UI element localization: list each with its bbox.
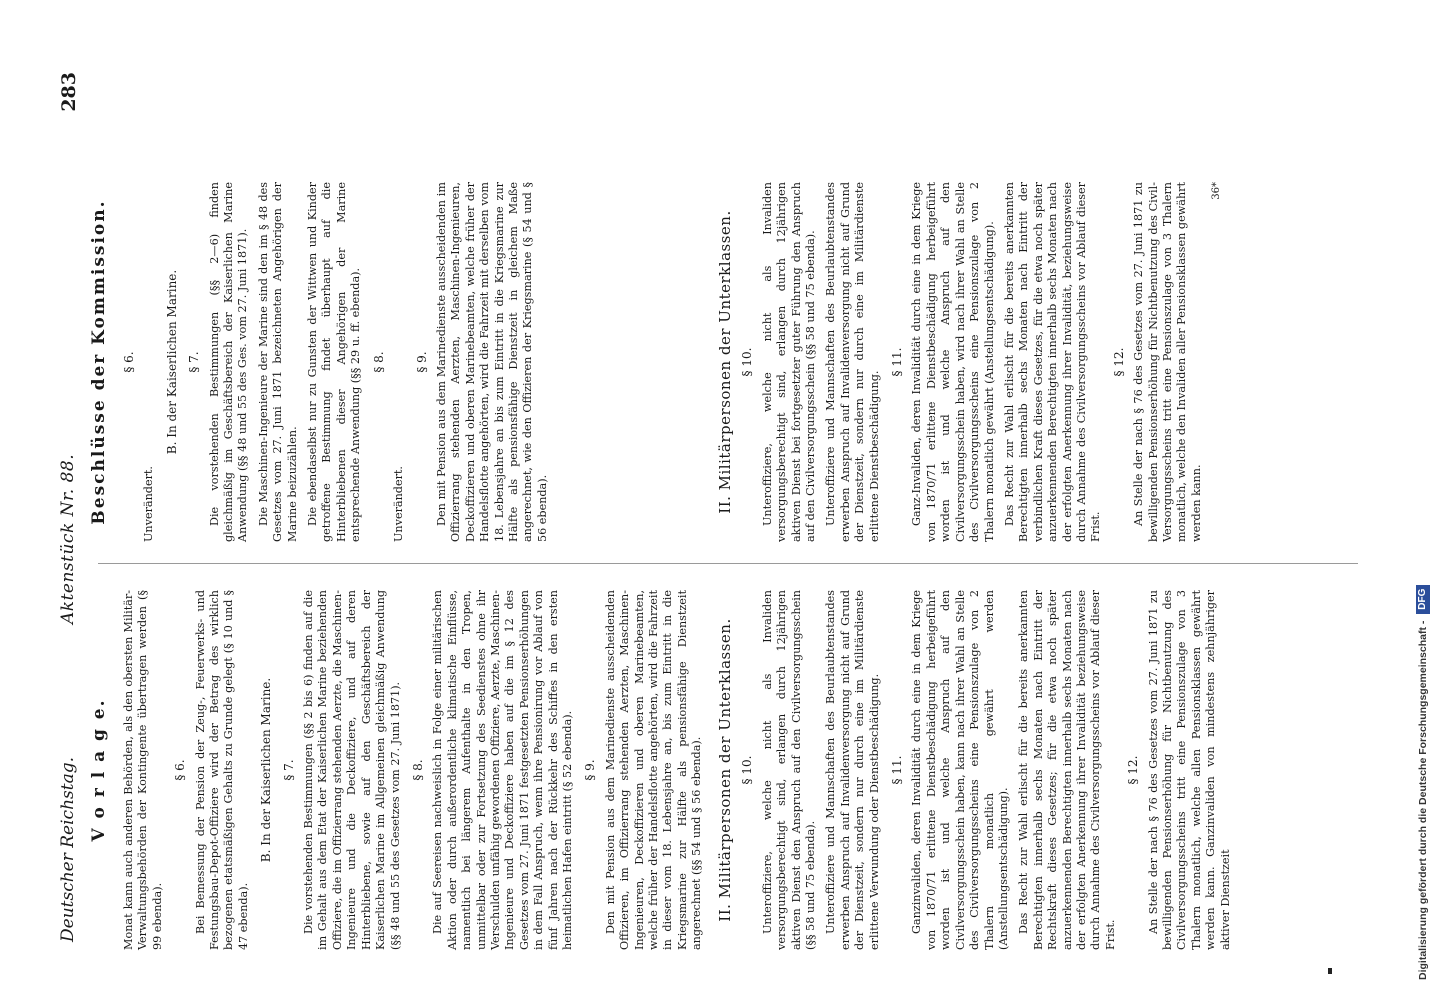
subsection-heading: B. In der Kaiserlichen Marine. (259, 677, 274, 863)
paragraph: An Stelle der nach § 76 des Gesetzes vom 27. Juni 1871 zu bewilligenden Pensionserhöhung für Nichtbenutzung des Civilversorgungsscheins tritt eine Pensionszulage von 3 Thalern monatlich, welche allen Pensionsklassen gewährt werden kann. Ganzinvaliden von mindestens zehnjähriger aktiver Dienstzeit (1146, 590, 1232, 950)
paragraph: Ganz-Invaliden, deren Invalidität durch eine in dem Kriege von 1870/71 erlittene Dienstbeschädigung herbeigeführt worden ist und welche Anspruch auf den Civilversorgungsschein haben, wird nach ihrer Wahl an Stelle des Civilversorgungsscheins eine Pensionszulage von 2 Thalern monatlich gewährt (Anstellungsentschädigung). (910, 182, 996, 542)
paragraph: Die auf Seereisen nachweislich in Folge einer militärischen Aktion oder durch außerordentliche klimatische Einflüsse, namentlich bei längerem Aufenthalte in den Tropen, unmittelbar oder zur Fortsetzung des Seedienstes ohne ihr Verschulden unfähig gewordenen Offiziere, Aerzte, Maschinen-Ingenieure und Deckoffiziere haben auf die im § 12 des Gesetzes vom 27. Juni 1871 festgesetzten Pensionserhöhungen in dem Fall Anspruch, wenn ihre Pensionirung vor Ablauf von fünf Jahren nach der Rückkehr des Schiffes in den ersten heimatlichen Hafen eintritt (§ 52 ebenda). (431, 590, 574, 950)
section-head: § 11. (890, 347, 905, 377)
column-divider (98, 563, 1358, 564)
column-kommission-continued (706, 182, 1432, 542)
part-heading: II. Militärpersonen der Unterklassen. (716, 618, 734, 922)
paragraph: Den mit Pension aus dem Marinedienste ausscheidenden Offizieren, im Offizierrang stehenden Aerzten, Maschinen-Ingenieuren, Deckoffizieren und oberen Marinebeamten, welche früher der Handelsflotte angehörten, wird die Fahrzeit in dieser vom 18. Lebensjahre an, bis zum Eintritt in die Kriegsmarine zur Hälfte als pensionsfähige Dienstzeit angerechnet (§§ 54 und § 56 ebenda). (603, 590, 704, 950)
section-head: § 10. (740, 755, 755, 785)
page-header (52, 72, 82, 942)
paragraph: Unverändert. (392, 466, 406, 542)
digitization-credit-text (1414, 20, 1432, 980)
paragraph: An Stelle der nach § 76 des Gesetzes vom 27. Juni 1871 zu bewilligenden Pensionserhöhung für Nichtbenutzung des Civil-Versorgungsscheins tritt eine Pensionszulage von 3 Thalern monatlich, welche den Invaliden aller Pensionsklassen gewährt werden kann. (1132, 182, 1203, 542)
signature-mark: 36* (1211, 182, 1223, 200)
scan-artifact (1328, 968, 1332, 974)
paragraph: Die ebendaselbst nur zu Gunsten der Wittwen und Kinder getroffene Bestimmung findet überhaupt auf die Hinterbliebenen dieser Angehörigen der Marine entsprechende Anwendung (§§ 29 u. ff. ebenda). (306, 182, 363, 542)
paragraph: Monat kann auch anderen Behörden, als den obersten Militär-Verwaltungsbehörden der Kontingente übertragen werden (§ 99 ebenda). (122, 590, 164, 950)
part-heading: II. Militärpersonen der Unterklassen. (716, 210, 734, 514)
subsection-heading: B. In der Kaiserlichen Marine. (164, 269, 179, 455)
section-head: § 11. (890, 755, 905, 785)
paragraph: Unverändert. (142, 466, 156, 542)
header-publication: Deutscher Reichstag. (58, 757, 78, 942)
section-head: § 6. (122, 351, 136, 373)
dfg-logo: DFG (1416, 585, 1430, 614)
column-heading-vorlage: V o r l a g e. (89, 698, 109, 842)
section-head: § 8. (410, 759, 425, 781)
paragraph: Das Recht zur Wahl erlischt für die bereits anerkannten Berechtigten innerhalb sechs Monaten nach Eintritt der Rechtskraft dieses Gesetzes; für die etwa noch später anzuerkennenden Berechtigten innerhalb sechs Monaten nach der erfolgten Anerkennung ihrer Invalidität beziehungsweise durch Annahme des Civilversorgungsscheins vor Ablauf dieser Frist. (1017, 590, 1117, 950)
paragraph: Bei Bemessung der Pension der Zeug-, Feuerwerks- und Festungsbau-Depot-Offiziere wird der Betrag des wirklich bezogenen etatsmäßigen Gehalts zu Grunde gelegt (§ 10 und § 47 ebenda). (193, 590, 250, 950)
section-head: § 7. (281, 759, 296, 781)
section-head: § 8. (371, 351, 386, 373)
section-head: § 12. (1126, 755, 1141, 785)
paragraph: Die vorstehenden Bestimmungen (§§ 2 bis 6) finden auf die im Gehalt aus dem Etat der Kaiserlichen Marine beziehenden Offiziere, die im Offizierrang stehenden Aerzte, die Maschinen-Ingenieure und die Deckoffiziere, und auf deren Hinterbliebene, sowie auf den Geschäftsbereich der Kaiserlichen Marine im Allgemeinen gleichmäßig Anwendung (§§ 48 und 55 des Gesetzes vom 27. Juni 1871). (302, 590, 402, 950)
credit-text: Digitalisierung gefördert durch die Deutsche Forschungsgemeinschaft - (1417, 620, 1429, 980)
section-head: § 12. (1111, 347, 1126, 377)
paragraph: Die vorstehenden Bestimmungen (§§ 2—6) finden gleichmäßig im Geschäftsbereich der Kaiserlichen Marine Anwendung (§§ 48 und 55 des Ges. vom 27. Juni 1871). (207, 182, 250, 542)
paragraph: Unteroffiziere und Mannschaften des Beurlaubtenstandes erwerben Anspruch auf Invalidenversorgung nicht auf Grund der Dienstzeit, sondern nur durch eine im Militärdienste erlittene Verwundung oder Dienstbeschädigung. (824, 590, 881, 950)
digitization-credit (1414, 20, 1432, 980)
column-heading-kommission: Beschlüsse der Kommission. (89, 199, 109, 525)
header-document-number: Aktenstück Nr. 88. (58, 453, 78, 624)
paragraph: Unteroffiziere, welche nicht als Invaliden versorgungsberechtigt sind, erlangen durch 12jährigen aktiven Dienst den Anspruch auf den Civilversorgungsschein (§§ 58 und 75 ebenda). (760, 590, 818, 950)
header-page-number: 283 (58, 72, 80, 112)
paragraph: Ganzinvaliden, deren Invalidität durch eine in dem Kriege von 1870/71 erlittene Dienstbeschädigung herbeigeführt worden ist und welche Anspruch auf den Civilversorgungsschein haben, kann nach ihrer Wahl an Stelle des Civilversorgungsscheins eine Pensionszulage von 2 Thalern monatlich gewährt werden (Anstellungsentschädigung). (910, 590, 1010, 950)
paragraph: Die Maschinen-Ingenieure der Marine sind den im § 48 des Gesetzes vom 27. Juni 1871 bezeichneten Angehörigen der Marine beizuzählen. (256, 182, 299, 542)
section-head: § 10. (740, 347, 755, 377)
column-vorlage-continued (706, 590, 1432, 950)
paragraph: Das Recht zur Wahl erlischt für die bereits anerkannten Berechtigten innerhalb sechs Monaten nach Eintritt der verbindlichen Kraft dieses Gesetzes, für die etwa noch später anzuerkennenden Berechtigten innerhalb sechs Monaten nach der erfolgten Anerkennung ihrer Invalidität, beziehungsweise durch Annahme des Civilversorgungsscheins vor Ablauf dieser Frist. (1002, 182, 1103, 542)
section-head: § 9. (414, 351, 429, 373)
section-head: § 9. (583, 759, 598, 781)
paragraph: Unteroffiziere und Mannschaften des Beurlaubtenstandes erwerben Anspruch auf Invalidenversorgung nicht auf Grund der Dienstzeit, sondern nur durch eine im Militärdienste erlittene Dienstbeschädigung. (824, 182, 881, 542)
section-head: § 6. (173, 759, 188, 781)
paragraph: Unteroffiziere, welche nicht als Invaliden versorgungsberechtigt sind, erlangen durch 12jährigen aktiven Dienst bei fortgesetzter guter Führung den Anspruch auf den Civilversorgungsschein (§§ 58 und 75 ebenda). (760, 182, 818, 542)
paragraph: Den mit Pension aus dem Marinedienste ausscheidenden im Offizierrang stehenden Aerzten, Maschinen-Ingenieuren, Deckoffizieren und oberen Marinebeamten, welche früher der Handelsflotte angehörten, wird die Fahrzeit mit derselben vom 18. Lebensjahre an bis zum Eintritt in die Kriegsmarine zur Hälfte als pensionsfähige Dienstzeit in gleichem Maße angerechnet, wie den Offizieren der Kriegsmarine (§ 54 und § 56 ebenda). (434, 182, 549, 542)
section-head: § 7. (187, 351, 202, 373)
